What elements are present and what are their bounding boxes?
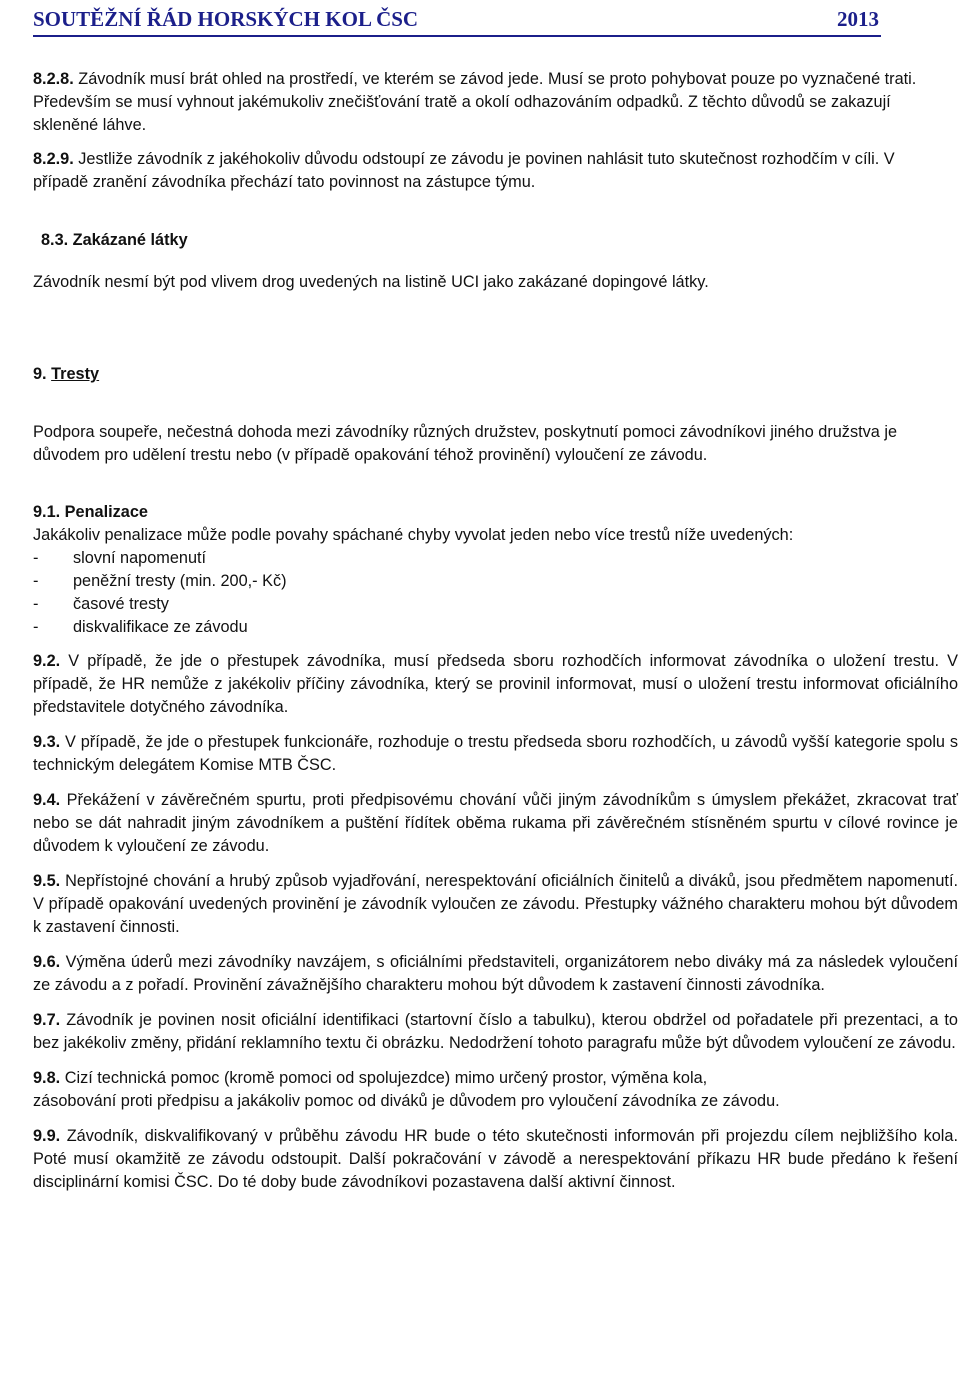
list-dash: -	[33, 595, 39, 613]
paragraph-9-9	[33, 1125, 958, 1194]
list-item-text: časové tresty	[73, 595, 169, 613]
section-title: Tresty	[51, 365, 100, 383]
list-item	[33, 616, 958, 639]
paragraph-number: 8.2.9.	[33, 150, 74, 168]
section-heading-8-3: 8.3. Zakázané látky	[41, 231, 188, 249]
list-dash: -	[33, 618, 39, 636]
document-year: 2013	[837, 6, 879, 31]
list-dash: -	[33, 549, 39, 567]
paragraph-number: 9.9.	[33, 1127, 61, 1145]
paragraph-8-2-9	[33, 148, 958, 194]
paragraph-text: Výměna úderů mezi závodníky navzájem, s oficiálními představiteli, organizátorem nebo diváky má za následek vyloučení ze závodu a z pořadí. Provinění závažnějšího charakteru mohou být důvodem k zastavení činnosti závodníka.	[33, 953, 958, 994]
paragraph-text: Závodník musí brát ohled na prostředí, ve kterém se závod jede. Musí se proto pohybovat pouze po vyznačené trati. Především se musí vyhnout jakémukoliv znečišťování tratě a okolí odhazováním odpadků. Z těchto důvodů se zakazují skleněné láhve.	[33, 70, 917, 134]
section-heading-9	[33, 363, 958, 386]
list-dash: -	[33, 572, 39, 590]
paragraph-text: V případě, že jde o přestupek závodníka, musí předseda sboru rozhodčích informovat závodníka o uložení trestu. V případě, že HR nemůže z jakékoliv příčiny závodníka, který se provinil informovat, musí o uložení trestu informovat oficiálního představitele dotyčného závodníka.	[33, 652, 958, 716]
paragraph-9: Podpora soupeře, nečestná dohoda mezi závodníky různých družstev, poskytnutí pomoci závodníkovi jiného družstva je důvodem pro udělení trestu nebo (v případě opakování téhož provinění) vyloučení ze závodu.	[33, 423, 897, 464]
paragraph-text: Závodník je povinen nosit oficiální identifikaci (startovní číslo a tabulku), kterou obdržel od pořadatele při prezentaci, a to bez jakékoliv změny, přidání reklamního textu či obrázku. Nedodržení tohoto paragrafu může být důvodem vyloučení ze závodu.	[33, 1011, 958, 1052]
paragraph-number: 9.5.	[33, 872, 61, 890]
paragraph-9-1: Jakákoliv penalizace může podle povahy spáchané chyby vyvolat jeden nebo více trestů níže uvedených:	[33, 526, 794, 544]
paragraph-8-3: Závodník nesmí být pod vlivem drog uvedených na listině UCI jako zakázané dopingové látky.	[33, 273, 709, 291]
list-item	[33, 570, 958, 593]
paragraph-number: 9.4.	[33, 791, 61, 809]
paragraph-text: Jestliže závodník z jakéhokoliv důvodu odstoupí ze závodu je povinen nahlásit tuto skutečnost rozhodčím v cíli. V případě zranění závodníka přechází tato povinnost na zástupce týmu.	[33, 150, 895, 191]
paragraph-9-5	[33, 870, 958, 939]
paragraph-8-2-8	[33, 68, 958, 137]
paragraph-text: Překážení v závěrečném spurtu, proti předpisovému chování vůči jiným závodníkům s úmyslem překážet, zkracovat trať nebo se dát nahradit jiným závodníkem a puštění řídítek oběma rukama při závěrečném stísněném spurtu v cílové rovince je důvodem k vyloučení ze závodu.	[33, 791, 958, 855]
paragraph-text: V případě, že jde o přestupek funkcionáře, rozhoduje o trestu předseda sboru rozhodčích, u závodů vyšší kategorie spolu s technickým delegátem Komise MTB ČSC.	[33, 733, 958, 774]
paragraph-text: Závodník, diskvalifikovaný v průběhu závodu HR bude o této skutečnosti informován při projezdu cílem nejbližšího kola. Poté musí okamžitě ze závodu odstoupit. Další pokračování v závodě a nerespektování příkazu HR bude předáno k řešení disciplinární komisi ČSC. Do té doby bude závodníkovi pozastavena další aktivní činnost.	[33, 1127, 958, 1191]
paragraph-number: 8.2.8.	[33, 70, 74, 88]
document-title: SOUTĚŽNÍ ŘÁD HORSKÝCH KOL ČSC	[33, 6, 419, 31]
paragraph-9-4	[33, 789, 958, 858]
header-divider	[33, 35, 881, 37]
penalty-list	[33, 547, 958, 639]
page-header	[33, 4, 879, 34]
paragraph-text: Cizí technická pomoc (kromě pomoci od spolujezdce) mimo určený prostor, výměna kola,	[64, 1069, 708, 1087]
paragraph-number: 9.2.	[33, 652, 61, 670]
paragraph-9-3	[33, 731, 958, 777]
list-item	[33, 547, 958, 570]
paragraph-number: 9.6.	[33, 953, 61, 971]
paragraph-9-8-continued: zásobování proti předpisu a jakákoliv pomoc od diváků je důvodem pro vyloučení závodníka ze závodu.	[33, 1092, 780, 1110]
paragraph-9-2	[33, 650, 958, 719]
paragraph-9-7	[33, 1009, 958, 1055]
list-item-text: slovní napomenutí	[73, 549, 207, 567]
paragraph-number: 9.3.	[33, 733, 61, 751]
paragraph-number: 9.8.	[33, 1069, 61, 1087]
paragraph-9-6	[33, 951, 958, 997]
section-number: 9.	[33, 365, 47, 383]
paragraph-text: Nepřístojné chování a hrubý způsob vyjadřování, nerespektování oficiálních činitelů a diváků, jsou předmětem napomenutí. V případě opakování uvedených provinění je závodník vyloučen ze závodu. Přestupky vážného charakteru mohou být důvodem k zastavení činnosti.	[33, 872, 958, 936]
document-body	[33, 68, 958, 1194]
section-heading-9-1: 9.1. Penalizace	[33, 503, 148, 521]
paragraph-9-8	[33, 1067, 958, 1090]
list-item	[33, 593, 958, 616]
list-item-text: diskvalifikace ze závodu	[73, 618, 248, 636]
list-item-text: peněžní tresty (min. 200,- Kč)	[73, 572, 287, 590]
paragraph-number: 9.7.	[33, 1011, 61, 1029]
